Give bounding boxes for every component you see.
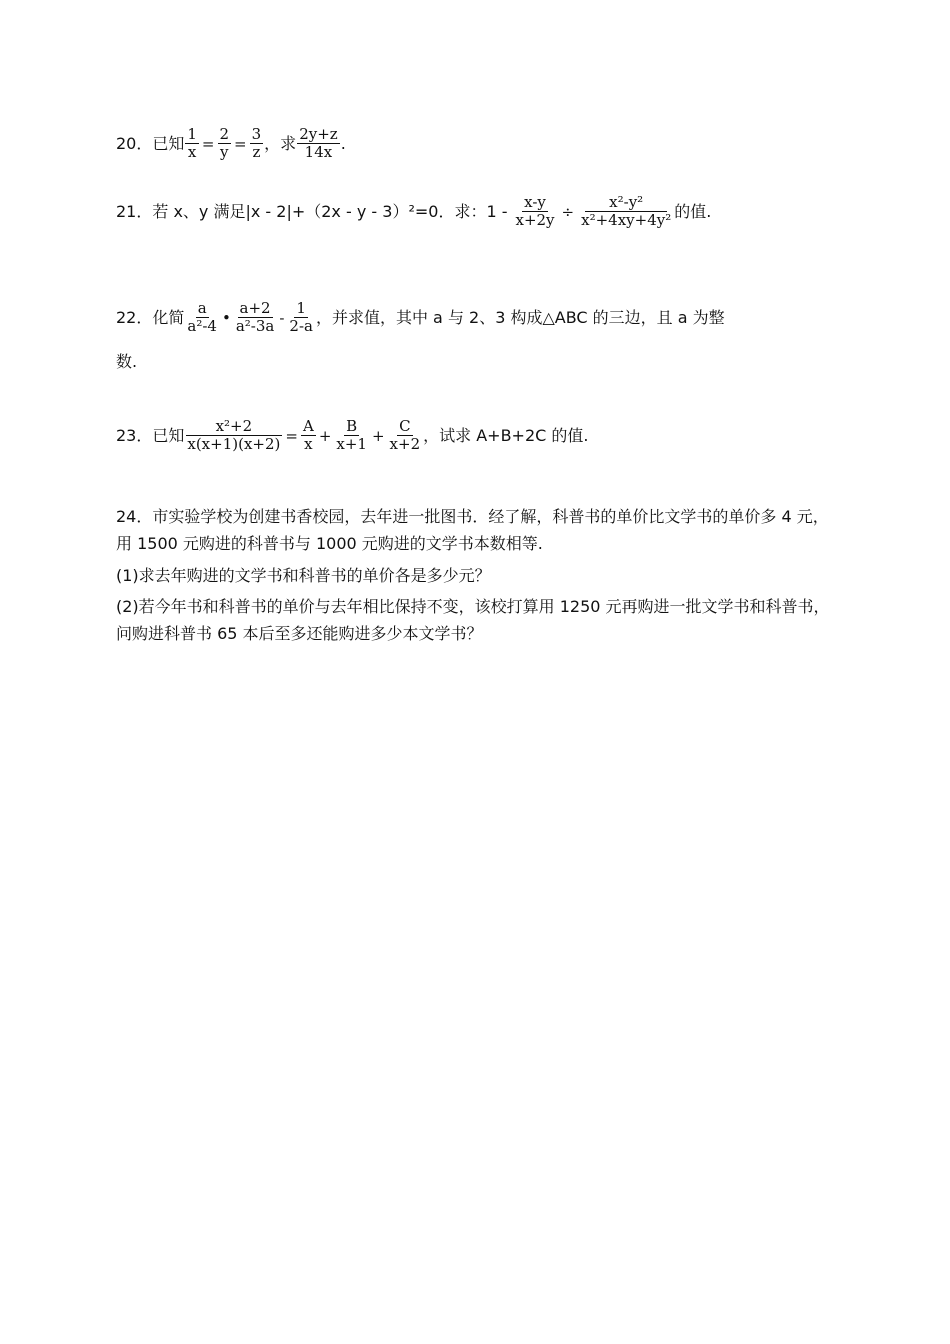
problem-24-part1: (1)求去年购进的文学书和科普书的单价各是多少元？ xyxy=(116,566,491,585)
fraction-x-minus-y: $\frac{x-y}{x+2y}$ xyxy=(515,193,555,229)
plus-sign: + xyxy=(371,426,385,445)
problem-23 xyxy=(116,418,840,453)
problem-22 xyxy=(116,300,840,335)
fraction-a-over-a2-4: $\frac{a}{\text{a²-4}}$ xyxy=(187,299,217,335)
problem-24-part2: (2)若今年书和科普书的单价与去年相比保持不变，该校打算用 1250 元再购进一批文学书和科普书，问购进科普书 65 本后至多还能购进多少本文学书？ xyxy=(116,597,830,643)
fraction-1-over-x: $\frac{1}{x}$ xyxy=(187,125,197,161)
period: . xyxy=(340,133,346,153)
fraction-squares: $\frac{\text{x²-y²}}{\text{x²+4xy+4y²}}$ xyxy=(581,193,672,229)
minus-sign: - xyxy=(279,308,285,327)
equals-sign: = xyxy=(234,134,247,153)
problem-20-ask: ，求 xyxy=(264,133,297,153)
problem-21 xyxy=(116,194,840,229)
problem-20 xyxy=(116,126,840,161)
fraction-lhs: $\frac{\text{x²+2}}{x(x+1)(x+2)}$ xyxy=(187,417,281,453)
equals-sign: = xyxy=(201,134,215,153)
fraction-target: $\frac{2y+z}{14x}$ xyxy=(299,125,338,161)
fraction-B-over-x1: $\frac{B}{x+1}$ xyxy=(336,417,367,453)
problem-23-number: 23．已知 xyxy=(116,425,185,445)
equals-sign: = xyxy=(285,426,298,445)
problem-22-number: 22．化简 xyxy=(116,307,185,327)
problem-20-number: 20．已知 xyxy=(116,133,185,153)
division-sign: ÷ xyxy=(561,202,575,221)
problem-23-tail: ，试求 A+B+2C 的值. xyxy=(423,425,589,445)
fraction-a2-over-a2-3a: $\frac{a+2}{\text{a²-3a}}$ xyxy=(235,299,275,335)
fraction-C-over-x2: $\frac{C}{x+2}$ xyxy=(389,417,421,453)
fraction-3-over-z: $\frac{3}{z}$ xyxy=(251,125,262,161)
problem-21-text: 21．若 x、y 满足|x - 2|+（2x - y - 3）²=0．求：1 - xyxy=(116,201,508,221)
plus-sign: + xyxy=(318,426,332,445)
problem-24-intro: 24．市实验学校为创建书香校园，去年进一批图书．经了解，科普书的单价比文学书的单价多 4 元，用 1500 元购进的科普书与 1000 元购进的文学书本数相等. xyxy=(116,507,829,553)
problem-21-end: 的值. xyxy=(674,201,712,221)
problem-22-tail: ，并求值，其中 a 与 2、3 构成△ABC 的三边，且 a 为整 xyxy=(315,307,725,327)
multiply-dot: • xyxy=(221,308,231,327)
problem-22-line2: 数. xyxy=(116,352,138,371)
fraction-1-over-2-a: $\frac{1}{2-a}$ xyxy=(289,299,313,335)
fraction-A-over-x: $\frac{A}{x}$ xyxy=(302,417,314,453)
fraction-2-over-y: $\frac{2}{y}$ xyxy=(219,125,230,161)
